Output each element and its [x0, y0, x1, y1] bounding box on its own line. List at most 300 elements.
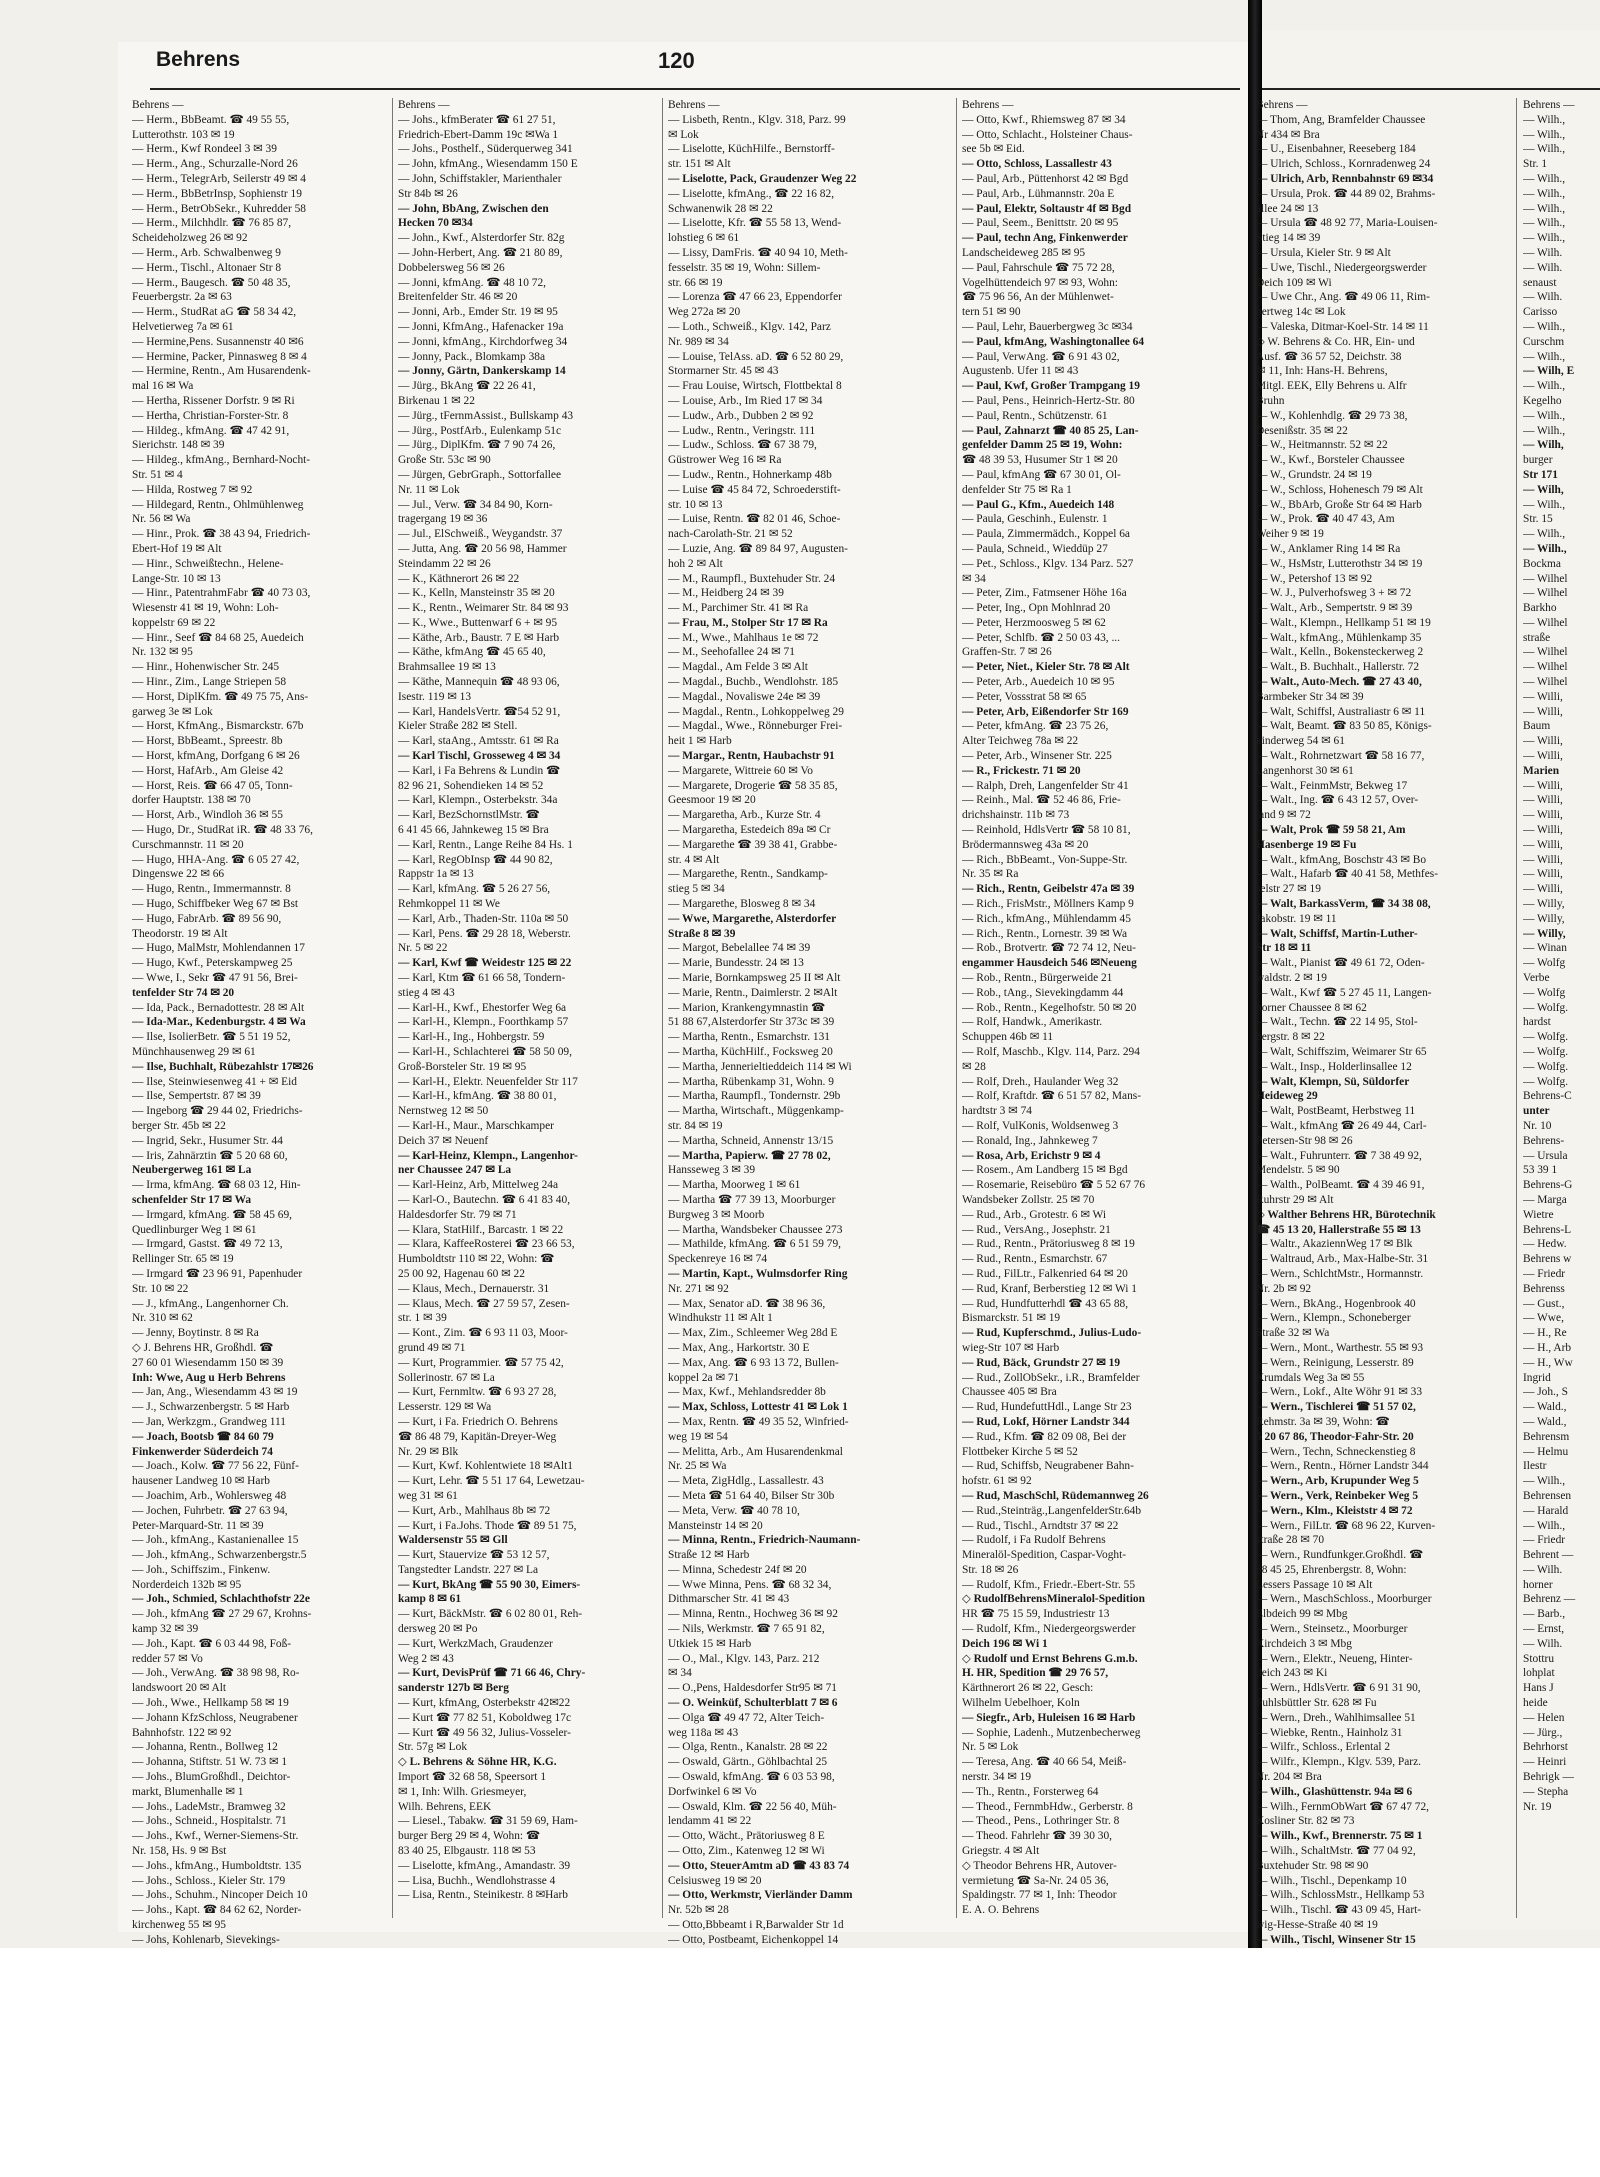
directory-entry-line: hofstr. 61 ✉ 92	[962, 1475, 1032, 1488]
directory-entry-line: — Olga, Rentn., Kanalstr. 28 ✉ 22	[668, 1741, 828, 1754]
directory-entry-line: Str 84b ✉ 26	[398, 187, 458, 200]
directory-entry-line: heide	[1523, 1697, 1548, 1710]
directory-entry-line: Alter Teichweg 78a ✉ 22	[962, 735, 1079, 748]
directory-entry-line: 27 60 01 Wiesendamm 150 ✉ 39	[132, 1356, 284, 1369]
directory-entry-line: Heideweg 29	[1256, 1090, 1318, 1103]
directory-entry-line: — John, BbAng, Zwischen den	[398, 202, 549, 215]
directory-entry-line: Steindamm 22 ✉ 26	[398, 557, 491, 570]
directory-entry-line: — Irmgard, Gastst. ☎ 49 72 13,	[132, 1238, 283, 1251]
directory-entry-line: — Otto, Schloss, Lassallestr 43	[962, 158, 1112, 171]
directory-entry-line: — Peter, Ing., Opn Mohlnrad 20	[962, 602, 1111, 615]
directory-entry-line: — Joh., kfmAng ☎ 27 29 67, Krohns-	[132, 1608, 312, 1621]
directory-entry-line: Nr. 2b ✉ 92	[1256, 1282, 1312, 1295]
directory-entry-line: Burgweg 3 ✉ Moorb	[668, 1208, 765, 1221]
directory-entry-line: bergstr. 8 ✉ 22	[1256, 1031, 1325, 1044]
directory-entry-line: — Max, Kwf., Mehlandsredder 8b	[668, 1386, 826, 1399]
directory-entry-line: Hansseweg 3 ✉ 39	[668, 1164, 756, 1177]
directory-entry-line: — Mathilde, kfmAng. ☎ 6 51 59 79,	[668, 1238, 842, 1251]
directory-entry-line: — Karl, staAng., Amtsstr. 61 ✉ Ra	[398, 735, 559, 748]
directory-entry-line: — W., Heitmannstr. 52 ✉ 22	[1256, 439, 1388, 452]
directory-entry-line: Weg 272a ✉ 20	[668, 306, 741, 319]
directory-entry-line: allee 24 ✉ 13	[1256, 202, 1319, 215]
directory-entry-line: — Rud, Hundfutterhdl ☎ 43 65 88,	[962, 1297, 1129, 1310]
directory-entry-line: Nr. 35 ✉ Ra	[962, 868, 1019, 881]
directory-entry-line: — Frau Louise, Wirtsch, Flottbektal 8	[668, 380, 842, 393]
directory-entry-line: — Ulrich, Arb, Rennbahnstr 69 ✉34	[1256, 172, 1434, 185]
directory-entry-line: Peter-Marquard-Str. 11 ✉ 39	[132, 1519, 264, 1532]
directory-entry-line: Bruhn	[1256, 394, 1285, 407]
directory-entry-line: Stormarner Str. 45 ✉ 43	[668, 365, 779, 378]
directory-entry-line: — Otto, Wächt., Prätoriusweg 8 E	[668, 1830, 825, 1843]
directory-entry-line: — Martha, Wirtschaft., Müggenkamp-	[668, 1105, 844, 1118]
directory-entry-line: — Liselotte, Pack, Graudenzer Weg 22	[668, 172, 857, 185]
directory-entry-line: — Paula, Zimmermädch., Koppel 6a	[962, 528, 1130, 541]
directory-entry-line: Geesmoor 19 ✉ 20	[668, 794, 756, 807]
directory-entry-line: — Wern., HdlsVertr. ☎ 6 91 31 90,	[1256, 1682, 1421, 1695]
directory-column-5	[1256, 98, 1506, 1977]
directory-entry-line: Ebert-Hof 19 ✉ Alt	[132, 542, 222, 555]
directory-entry-line: — Kurt, Arb., Mahlhaus 8b ✉ 72	[398, 1504, 551, 1517]
directory-entry-line: Nr. 19	[1523, 1800, 1552, 1813]
directory-entry-line: weg 118a ✉ 43	[668, 1726, 739, 1739]
directory-entry-line: — Paula, Schneid., Wieddüp 27	[962, 542, 1108, 555]
directory-entry-line: — Wern., Mont., Warthestr. 55 ✉ 93	[1256, 1341, 1424, 1354]
directory-entry-line: ner Chaussee 247 ✉ La	[398, 1164, 512, 1177]
directory-entry-line: Nr. 158, Hs. 9 ✉ Bst	[132, 1845, 227, 1858]
directory-entry-line: — Wilhel	[1523, 587, 1568, 600]
directory-entry-line: — Klara, KaffeeRosterei ☎ 23 66 53,	[398, 1238, 575, 1251]
directory-entry-line: — Ida, Pack., Bernadottestr. 28 ✉ Alt	[132, 1001, 305, 1014]
directory-entry-line: — Ursula, Prok. ☎ 44 89 02, Brahms-	[1256, 187, 1436, 200]
directory-entry-line: hausener Landweg 10 ✉ Harb	[132, 1475, 270, 1488]
directory-entry-line: — Valeska, Ditmar-Koel-Str. 14 ✉ 11	[1256, 320, 1429, 333]
directory-entry-line: — John., Kwf., Alsterdorfer Str. 82g	[398, 232, 565, 245]
directory-entry-line: Birkenau 1 ✉ 22	[398, 394, 475, 407]
directory-entry-line: deich 243 ✉ Ki	[1256, 1667, 1328, 1680]
directory-entry-line: — Ilse, Buchhalt, Rübezahlstr 17✉26	[132, 1060, 314, 1073]
directory-entry-line: — Rud., Rentn., Prätoriusweg 8 ✉ 19	[962, 1238, 1135, 1251]
directory-entry-line: — Melitta, Arb., Am Husarendenkmal	[668, 1445, 843, 1458]
directory-entry-line: — Hertha, Christian-Forster-Str. 8	[132, 409, 289, 422]
directory-entry-line: — Irmgard ☎ 23 96 91, Papenhuder	[132, 1267, 303, 1280]
directory-entry-line: Curschm	[1523, 335, 1565, 348]
directory-entry-line: — Paul, Arb., Lühmannstr. 20a E	[962, 187, 1115, 200]
directory-entry-line: — Jan, Werkzgm., Grandweg 111	[132, 1415, 286, 1428]
directory-entry-line: — K., Wwe., Buttenwarf 6 + ✉ 95	[398, 616, 558, 629]
directory-entry-line: — Herm., BetrObSekr., Kuhredder 58	[132, 202, 306, 215]
directory-entry-line: — Reinh., Mal. ☎ 52 46 86, Frie-	[962, 794, 1121, 807]
directory-entry-line: Import ☎ 32 68 58, Speersort 1	[398, 1771, 547, 1784]
directory-entry-line: — Jürg., PostfArb., Eulenkamp 51c	[398, 424, 562, 437]
directory-entry-line: — Joh., S	[1523, 1386, 1568, 1399]
directory-entry-line: dersweg 20 ✉ Po	[398, 1623, 478, 1636]
directory-entry-line: Str. 51 ✉ 4	[132, 468, 183, 481]
directory-entry-line: — Th., Rentn., Forsterweg 64	[962, 1785, 1099, 1798]
directory-entry-line: — Willi,	[1523, 838, 1563, 851]
directory-entry-line: — Ernst,	[1523, 1623, 1565, 1636]
directory-entry-line: Wilh. Behrens, EEK	[398, 1800, 492, 1813]
directory-entry-line: Ruhrstr 29 ✉ Alt	[1256, 1193, 1334, 1206]
directory-entry-line: — Rud., FilLtr., Falkenried 64 ✉ 20	[962, 1267, 1128, 1280]
directory-entry-line: Rellinger Str. 65 ✉ 19	[132, 1253, 234, 1266]
directory-entry-line: — Wilhel	[1523, 676, 1568, 689]
directory-entry-line: — Kurt, kfmAng, Osterbekstr 42✉22	[398, 1697, 571, 1710]
directory-entry-line: ◇ W. Behrens & Co. HR, Ein- und	[1256, 335, 1415, 348]
directory-entry-line: — Karl-H., Maur., Marschkamper	[398, 1119, 554, 1132]
directory-entry-line: — Minna, Rentn., Hochweg 36 ✉ 92	[668, 1608, 838, 1621]
directory-entry-line: — H., Ww	[1523, 1356, 1573, 1369]
directory-entry-line: — Waltr., AkaziennWeg 17 ✉ Blk	[1256, 1238, 1413, 1251]
directory-entry-line: — Otto, Zim., Katenweg 12 ✉ Wi	[668, 1845, 825, 1858]
directory-entry-line: — Wwe,	[1523, 1312, 1564, 1325]
directory-entry-line: — Louise, Arb., Im Ried 17 ✉ 34	[668, 394, 823, 407]
directory-entry-line: str. 1 ✉ 39	[398, 1312, 447, 1325]
directory-entry-line: Nr. 52b ✉ 28	[668, 1904, 729, 1917]
directory-entry-line: — Rolf, Dreh., Haulander Weg 32	[962, 1075, 1119, 1088]
directory-entry-line: — Magdal., Rentn., Lohkoppelweg 29	[668, 705, 844, 718]
directory-entry-line: — Wern., MaschSchloss., Moorburger	[1256, 1593, 1432, 1606]
directory-entry-line: — J., Schwarzenbergstr. 5 ✉ Harb	[132, 1401, 290, 1414]
directory-entry-line: — Johs., Kwf., Werner-Siemens-Str.	[132, 1830, 299, 1843]
directory-entry-line: — Rud., VersAng., Josephstr. 21	[962, 1223, 1111, 1236]
directory-entry-line: — Kurt, BkAng ☎ 55 90 30, Eimers-	[398, 1578, 581, 1591]
directory-entry-line: stieg 5 ✉ 34	[668, 883, 725, 896]
column-divider	[392, 98, 393, 1918]
directory-entry-line: — Joh., kfmAng., Schwarzenbergstr.5	[132, 1549, 307, 1562]
directory-entry-line: ☎ 75 96 56, An der Mühlenwet-	[962, 291, 1114, 304]
directory-entry-line: ◇ L. Behrens & Söhne HR, K.G.	[398, 1756, 557, 1769]
directory-entry-line: — Wern., Lokf., Alte Wöhr 91 ✉ 33	[1256, 1386, 1423, 1399]
directory-entry-line: — Martha, Schneid, Annenstr 13/15	[668, 1134, 834, 1147]
directory-entry-line: Lesserstr. 129 ✉ Wa	[398, 1401, 492, 1414]
directory-entry-line: — Herm., TelegrArb, Seilerstr 49 ✉ 4	[132, 172, 306, 185]
directory-entry-line: — Walt., kfmAng, Boschstr 43 ✉ Bo	[1256, 853, 1427, 866]
directory-entry-line: — Wolfg.	[1523, 1046, 1569, 1058]
directory-entry-line: — W., Prok. ☎ 40 47 43, Am	[1256, 513, 1395, 526]
directory-entry-line: — Paul, Rentn., Schützenstr. 61	[962, 409, 1108, 422]
directory-entry-line: — Hinr., Zim., Lange Striepen 58	[132, 676, 287, 689]
directory-entry-line: 83 40 25, Elbgaustr. 118 ✉ 53	[398, 1845, 536, 1858]
directory-entry-line: — Wern., Tischlerei ☎ 51 57 02,	[1256, 1401, 1416, 1414]
directory-entry-line: 25 00 92, Hagenau 60 ✉ 22	[398, 1267, 525, 1280]
directory-entry-line: Langenhorst 30 ✉ 61	[1256, 764, 1354, 777]
directory-entry-line: — Kurt, Programmier. ☎ 57 75 42,	[398, 1356, 564, 1369]
directory-entry-line: — Lisbeth, Rentn., Klgv. 318, Parz. 99	[668, 113, 846, 126]
directory-entry-line: — Kurt, Fernmltw. ☎ 6 93 27 28,	[398, 1386, 557, 1399]
directory-entry-line: — Johs., kfmAng., Humboldtstr. 135	[132, 1859, 302, 1872]
directory-entry-line: — Ursula ☎ 48 92 77, Maria-Louisen-	[1256, 217, 1438, 230]
directory-entry-line: ◇ Walther Behrens HR, Bürotechnik	[1256, 1208, 1436, 1221]
directory-entry-line: — Wern., Elektr., Neueng, Hinter-	[1256, 1652, 1413, 1665]
directory-entry-line: — Ludw., Rentn., Veringstr. 111	[668, 424, 816, 437]
directory-entry-line: Fuhlsbüttler Str. 628 ✉ Fu	[1256, 1697, 1377, 1710]
directory-entry-line: — Kurt, WerkzMach, Graudenzer	[398, 1637, 553, 1650]
directory-entry-line: — Karl, RegObInsp ☎ 44 90 82,	[398, 853, 553, 866]
directory-entry-line: — Hugo, Schiffbeker Weg 67 ✉ Bst	[132, 898, 299, 911]
directory-entry-line: — Karl-H., Ing., Hohbergstr. 59	[398, 1031, 545, 1044]
directory-entry-line: Behrenz —	[1523, 1593, 1576, 1606]
directory-entry-line: garweg 3e ✉ Lok	[132, 705, 213, 718]
directory-entry-line: Celsiusweg 19 ✉ 20	[668, 1874, 762, 1887]
directory-entry-line: — Rud, HundefuttHdl., Lange Str 23	[962, 1401, 1132, 1414]
directory-entry-line: — Ludw., Schloss. ☎ 67 38 79,	[668, 439, 817, 452]
directory-entry-line: — Karl-Heinz, Arb, Mittelweg 24a	[398, 1179, 559, 1192]
directory-entry-line: wig-Hesse-Straße 40 ✉ 19	[1256, 1919, 1378, 1932]
directory-entry-line: — Wilhel	[1523, 572, 1568, 585]
directory-entry-line: — Klaus, Mech., Dernauerstr. 31	[398, 1282, 550, 1295]
directory-entry-line: — O.,Pens, Haldesdorfer Str95 ✉ 71	[668, 1682, 837, 1695]
directory-entry-line: — Paul, VerwAng. ☎ 6 91 43 02,	[962, 350, 1120, 363]
directory-entry-line: — Marion, Krankengymnastin ☎	[668, 1001, 826, 1014]
directory-entry-line: — Horst, DiplKfm. ☎ 49 75 75, Ans-	[132, 690, 309, 703]
directory-entry-line: — Wilhel	[1523, 661, 1568, 674]
directory-entry-line: — Walt., Pianist ☎ 49 61 72, Oden-	[1256, 957, 1425, 970]
directory-entry-line: — Walt, Klempn, Sü, Süldorfer	[1256, 1075, 1410, 1088]
directory-entry-line: — Irmgard, kfmAng. ☎ 58 45 69,	[132, 1208, 293, 1221]
directory-entry-line: Wietre	[1523, 1208, 1554, 1221]
directory-entry-line: — Paul, Kwf, Großer Trampgang 19	[962, 380, 1140, 393]
directory-entry-line: — Walt., Fuhrunterr. ☎ 7 38 49 92,	[1256, 1149, 1422, 1162]
directory-entry-line: Speckenreye 16 ✉ 74	[668, 1253, 768, 1266]
directory-entry-line: — Wilh.,	[1523, 128, 1566, 141]
directory-entry-line: — Johs., Kapt. ☎ 84 62 62, Norder-	[132, 1904, 302, 1917]
directory-entry-line: — Liselotte, kfmAng., Amandastr. 39	[398, 1859, 571, 1872]
directory-entry-line: — Käthe, Arb., Baustr. 7 E ✉ Harb	[398, 631, 560, 644]
directory-entry-line: — Paul, kfmAng ☎ 67 30 01, Ol-	[962, 468, 1121, 481]
directory-entry-line: Augustenb. Ufer 11 ✉ 43	[962, 365, 1079, 378]
directory-entry-line: — Jonni, KfmAng., Hafenacker 19a	[398, 320, 564, 333]
directory-entry-line: — Herm., Kwf Rondeel 3 ✉ 39	[132, 143, 277, 156]
directory-entry-line: — Karl-H., Elektr. Neuenfelder Str 117	[398, 1075, 578, 1088]
directory-entry-line: — Lisa, Buchh., Wendlohstrasse 4	[398, 1874, 556, 1887]
directory-entry-line: — Wilh, E	[1523, 365, 1575, 378]
directory-entry-line: — John-Herbert, Ang. ☎ 21 80 89,	[398, 246, 563, 259]
directory-entry-line: Krumdals Weg 3a ✉ 55	[1256, 1371, 1365, 1384]
directory-entry-line: Str. 18 ✉ 26	[962, 1563, 1019, 1576]
directory-entry-line: Dobbelersweg 56 ✉ 26	[398, 261, 505, 274]
directory-entry-line: Str. 10 ✉ 22	[132, 1282, 189, 1295]
directory-entry-line: — Theod. Fahrlehr ☎ 39 30 30,	[962, 1830, 1113, 1843]
directory-entry-line: — Wilh., Glashüttenstr. 94a ✉ 6	[1256, 1785, 1413, 1798]
directory-entry-line: — Walth., PolBeamt. ☎ 4 39 46 91,	[1256, 1179, 1425, 1192]
directory-entry-line: — Willy,	[1523, 927, 1566, 940]
directory-entry-line: stieg 4 ✉ 43	[398, 986, 455, 999]
directory-entry-line: — Willy,	[1523, 898, 1565, 911]
directory-entry-line: str. 10 ✉ 13	[668, 498, 723, 511]
directory-entry-line: Behrens —	[398, 99, 450, 111]
directory-entry-line: — Paul, Arb., Püttenhorst 42 ✉ Bgd	[962, 172, 1129, 185]
directory-entry-line: 5 20 67 86, Theodor-Fahr-Str. 20	[1256, 1430, 1414, 1443]
directory-entry-line: 53 39 1	[1523, 1164, 1558, 1177]
directory-entry-line: bertweg 14c ✉ Lok	[1256, 306, 1346, 319]
directory-entry-line: — Jürg., tFernmAssist., Bullskamp 43	[398, 409, 574, 422]
directory-entry-line: Wilhelm Uebelhoer, Koln	[962, 1697, 1080, 1710]
directory-entry-line: — Horst, kfmAng, Dorfgang 6 ✉ 26	[132, 750, 300, 763]
directory-entry-line: Barmbeker Str 34 ✉ 39	[1256, 690, 1364, 703]
directory-entry-line: wieg-Str 107 ✉ Harb	[962, 1341, 1060, 1354]
directory-entry-line: Brödermannsweg 43a ✉ 20	[962, 838, 1089, 851]
directory-entry-line: — Hermine, Rentn., Am Husarendenk-	[132, 365, 311, 378]
directory-entry-line: — Siegfr., Arb, Huleisen 16 ✉ Harb	[962, 1711, 1136, 1724]
directory-entry-line: — Joach., Kolw. ☎ 77 56 22, Fünf-	[132, 1460, 299, 1473]
directory-entry-line: — Wern., Techn, Schneckenstieg 8	[1256, 1445, 1416, 1458]
directory-entry-line: Windhukstr 11 ✉ Alt 1	[668, 1312, 773, 1325]
directory-entry-line: horner	[1523, 1578, 1553, 1591]
directory-entry-line: Behrensm	[1523, 1430, 1570, 1443]
directory-entry-line: — Rich., Rentn., Lornestr. 39 ✉ Wa	[962, 927, 1128, 940]
directory-entry-line: — Wilh.,	[1523, 202, 1566, 215]
directory-entry-line: — Friedr	[1523, 1534, 1566, 1547]
directory-entry-line: — Kurt, Lehr. ☎ 5 51 17 64, Lewetzau-	[398, 1475, 585, 1488]
directory-entry-line: — Peter, Zim., Fatmsener Höhe 16a	[962, 587, 1127, 600]
directory-entry-line: selstr 27 ✉ 19	[1256, 883, 1321, 896]
directory-entry-line: — Hertha, Rissener Dorfstr. 9 ✉ Ri	[132, 394, 295, 407]
directory-entry-line: Behrigk —	[1523, 1771, 1574, 1784]
directory-entry-line: — Wilh.,	[1523, 1519, 1566, 1532]
directory-entry-line: kinderweg 54 ✉ 61	[1256, 735, 1345, 748]
directory-entry-line: — K., Kelln, Mansteinstr 35 ✉ 20	[398, 587, 555, 600]
directory-entry-line: — W., Schloss, Hohenesch 79 ✉ Alt	[1256, 483, 1423, 496]
directory-entry-line: — Paul, Fahrschule ☎ 75 72 28,	[962, 261, 1115, 274]
directory-entry-line: — Karl-H., Schlachterei ☎ 58 50 09,	[398, 1046, 572, 1058]
directory-entry-line: — Rob., Rentn., Kegelhofstr. 50 ✉ 20	[962, 1001, 1137, 1014]
directory-entry-line: — Wilh., FernmObWart ☎ 67 47 72,	[1256, 1800, 1430, 1813]
directory-entry-line: — Paul, kfmAng, Washingtonallee 64	[962, 335, 1145, 348]
directory-entry-line: Nr. 5 ✉ 22	[398, 942, 448, 955]
directory-entry-line: Scheideholzweg 26 ✉ 92	[132, 232, 248, 245]
directory-entry-line: berger Str. 45b ✉ 22	[132, 1119, 226, 1132]
directory-entry-line: — Wilh.,	[1523, 172, 1566, 185]
directory-entry-line: — Hugo, FabrArb. ☎ 89 56 90,	[132, 912, 282, 925]
directory-entry-line: straße 28 ✉ 70	[1256, 1534, 1325, 1547]
column-divider	[956, 98, 957, 1918]
directory-entry-line: — Ida-Mar., Kedenburgstr. 4 ✉ Wa	[132, 1016, 306, 1029]
directory-entry-line: — Wilhel	[1523, 616, 1568, 629]
directory-entry-line: grund 49 ✉ 71	[398, 1341, 466, 1354]
directory-entry-line: — Johs., Schloss., Kieler Str. 179	[132, 1874, 286, 1887]
directory-entry-line: — M., Parchimer Str. 41 ✉ Ra	[668, 602, 809, 615]
directory-entry-line: — Rudolf, Kfm., Friedr.-Ebert-Str. 55	[962, 1578, 1136, 1591]
directory-entry-line: — Peter, Niet., Kieler Str. 78 ✉ Alt	[962, 661, 1130, 674]
directory-entry-line: — Karl, Pens. ☎ 29 28 18, Weberstr.	[398, 927, 571, 940]
directory-entry-line: — Margarete, Wittreie 60 ✉ Vo	[668, 764, 813, 777]
directory-entry-line: landswoort 20 ✉ Alt	[132, 1682, 227, 1695]
directory-entry-line: Behrens-C	[1523, 1090, 1572, 1103]
directory-entry-line: — Herm., Arb. Schwalbenweg 9	[132, 246, 281, 259]
directory-entry-line: Deich 37 ✉ Neuenf	[398, 1134, 489, 1147]
directory-entry-line: — Sophie, Ladenh., Mutzenbecherweg	[962, 1726, 1141, 1739]
directory-entry-line: Dorfwinkel 6 ✉ Vo	[668, 1785, 757, 1798]
directory-entry-line: — J., kfmAng., Langenhorner Ch.	[132, 1297, 289, 1310]
directory-entry-line: — Rolf, Maschb., Klgv. 114, Parz. 294	[962, 1046, 1140, 1058]
directory-entry-line: — Martha, Wandsbeker Chaussee 273	[668, 1223, 843, 1236]
directory-entry-line: — Wilh.	[1523, 246, 1563, 259]
directory-entry-line: — Hermine, Packer, Pinnasweg 8 ✉ 4	[132, 350, 307, 363]
directory-entry-line: — Wern., Verk, Reinbeker Weg 5	[1256, 1489, 1419, 1502]
directory-entry-line: — Jan, Ang., Wiesendamm 43 ✉ 19	[132, 1386, 298, 1399]
directory-entry-line: Chaussee 405 ✉ Bra	[962, 1386, 1057, 1399]
directory-entry-line: — Walt, Beamt. ☎ 83 50 85, Königs-	[1256, 720, 1432, 733]
directory-entry-line: Buxtehuder Str. 98 ✉ 90	[1256, 1859, 1369, 1872]
directory-entry-line: — Johanna, Stiftstr. 51 W. 73 ✉ 1	[132, 1756, 288, 1769]
directory-entry-line: — Rud., Tischl., Arndtstr 37 ✉ 22	[962, 1519, 1119, 1532]
directory-entry-line: H. HR, Spedition ☎ 29 76 57,	[962, 1667, 1109, 1680]
directory-entry-line: — Jutta, Ang. ☎ 20 56 98, Hammer	[398, 542, 567, 555]
directory-entry-line: Mendelstr. 5 ✉ 90	[1256, 1164, 1340, 1177]
directory-entry-line: Breitenfelder Str. 46 ✉ 20	[398, 291, 518, 304]
directory-entry-line: — H., Re	[1523, 1327, 1567, 1340]
directory-entry-line: — Teresa, Ang. ☎ 40 66 54, Meiß-	[962, 1756, 1127, 1769]
directory-entry-line: Finkenwerder Süderdeich 74	[132, 1445, 273, 1458]
directory-entry-line: — Wilh.,	[1523, 498, 1566, 511]
directory-entry-line: — Wilh.,	[1523, 217, 1566, 230]
directory-entry-line: genfelder Damm 25 ✉ 19, Wohn:	[962, 439, 1123, 452]
directory-entry-line: — Kurt, Kwf. Kohlentwiete 18 ✉Alt1	[398, 1460, 573, 1473]
directory-entry-line: — Walt, Schiffsl, Australiastr 6 ✉ 11	[1256, 705, 1426, 718]
directory-entry-line: Theodorstr. 19 ✉ Alt	[132, 927, 228, 940]
directory-entry-line: — Herm., StudRat aG ☎ 58 34 42,	[132, 306, 297, 319]
directory-entry-line: Brahmsallee 19 ✉ 13	[398, 661, 496, 674]
directory-entry-line: Helvetierweg 7a ✉ 61	[132, 320, 234, 333]
directory-entry-line: kamp 32 ✉ 39	[132, 1623, 199, 1636]
directory-entry-line: Nr. 271 ✉ 92	[668, 1282, 729, 1295]
directory-column-4	[962, 98, 1230, 1918]
directory-entry-line: — Oswald, kfmAng. ☎ 6 03 53 98,	[668, 1771, 835, 1784]
directory-entry-line: Utkiek 15 ✉ Harb	[668, 1637, 752, 1650]
directory-entry-line: — O. Weinküf, Schulterblatt 7 ✉ 6	[668, 1697, 838, 1710]
directory-entry-line: — Margarethe, Blosweg 8 ✉ 34	[668, 898, 816, 911]
directory-entry-line: Nr. 989 ✉ 34	[668, 335, 729, 348]
directory-entry-line: — Horst, Reis. ☎ 66 47 05, Tonn-	[132, 779, 293, 792]
directory-entry-line: — Peter, Vossstrat 58 ✉ 65	[962, 690, 1087, 703]
directory-entry-line: sanderstr 127b ✉ Berg	[398, 1682, 509, 1695]
directory-entry-line: — Wern., Klempn., Schoneberger	[1256, 1312, 1411, 1325]
directory-entry-line: — Pet., Schloss., Klgv. 134 Parz. 527	[962, 557, 1134, 570]
directory-entry-line: — Jochen, Fuhrbetr. ☎ 27 63 94,	[132, 1504, 288, 1517]
directory-entry-line: burger Berg 29 ✉ 4, Wohn: ☎	[398, 1830, 541, 1843]
directory-entry-line: Bahnhofstr. 122 ✉ 92	[132, 1726, 232, 1739]
directory-entry-line: — Wilh.,	[1523, 528, 1566, 541]
directory-entry-line: Behrens —	[132, 99, 184, 111]
directory-entry-line: — W., Grundstr. 24 ✉ 19	[1256, 468, 1372, 481]
directory-entry-line: — Joachim, Arb., Wohlersweg 48	[132, 1489, 287, 1502]
directory-entry-line: — Magdal., Am Felde 3 ✉ Alt	[668, 661, 808, 674]
directory-entry-line: — Wilh,	[1523, 483, 1564, 496]
directory-entry-line: Kieler Straße 282 ✉ Stell.	[398, 720, 518, 733]
directory-entry-line: — W., Petershof 13 ✉ 92	[1256, 572, 1373, 585]
directory-entry-line: — Herm., Milchhdlr. ☎ 76 85 87,	[132, 217, 292, 230]
directory-entry-line: — Hugo, Dr., StudRat iR. ☎ 48 33 76,	[132, 824, 313, 837]
directory-entry-line: — Luise ☎ 45 84 72, Schroederstift-	[668, 483, 841, 496]
directory-entry-line: — Ilse, IsolierBetr. ☎ 5 51 19 52,	[132, 1031, 291, 1044]
directory-entry-line: Deich 109 ✉ Wi	[1256, 276, 1332, 289]
directory-entry-line: Wiesenstr 41 ✉ 19, Wohn: Loh-	[132, 602, 279, 615]
directory-entry-line: — Oswald, Gärtn., Göhlbachtal 25	[668, 1756, 828, 1769]
directory-entry-line: Sierichstr. 148 ✉ 39	[132, 439, 225, 452]
directory-entry-line: — Karl-H., Kwf., Ehestorfer Weg 6a	[398, 1001, 567, 1014]
directory-entry-line: — Rudolf, Kfm., Niedergeorgswerder	[962, 1623, 1136, 1636]
directory-entry-line: str. 66 ✉ 19	[668, 276, 723, 289]
directory-entry-line: — Theod., FernmbHdw., Gerberstr. 8	[962, 1800, 1133, 1813]
directory-entry-line: — Walt., Kwf ☎ 5 27 45 11, Langen-	[1256, 986, 1432, 999]
directory-entry-line: — Ludw., Arb., Dubben 2 ✉ 92	[668, 409, 814, 422]
directory-entry-line: tern 51 ✉ 90	[962, 306, 1021, 319]
directory-entry-line: — Walt., kfmAng., Mühlenkamp 35	[1256, 631, 1422, 644]
directory-entry-line: Graffen-Str. 7 ✉ 26	[962, 646, 1052, 659]
directory-entry-line: — Helmu	[1523, 1445, 1569, 1458]
directory-entry-line: — Max, Ang. ☎ 6 93 13 72, Bullen-	[668, 1356, 839, 1369]
directory-entry-line: Tangstedter Landstr. 227 ✉ La	[398, 1563, 539, 1576]
